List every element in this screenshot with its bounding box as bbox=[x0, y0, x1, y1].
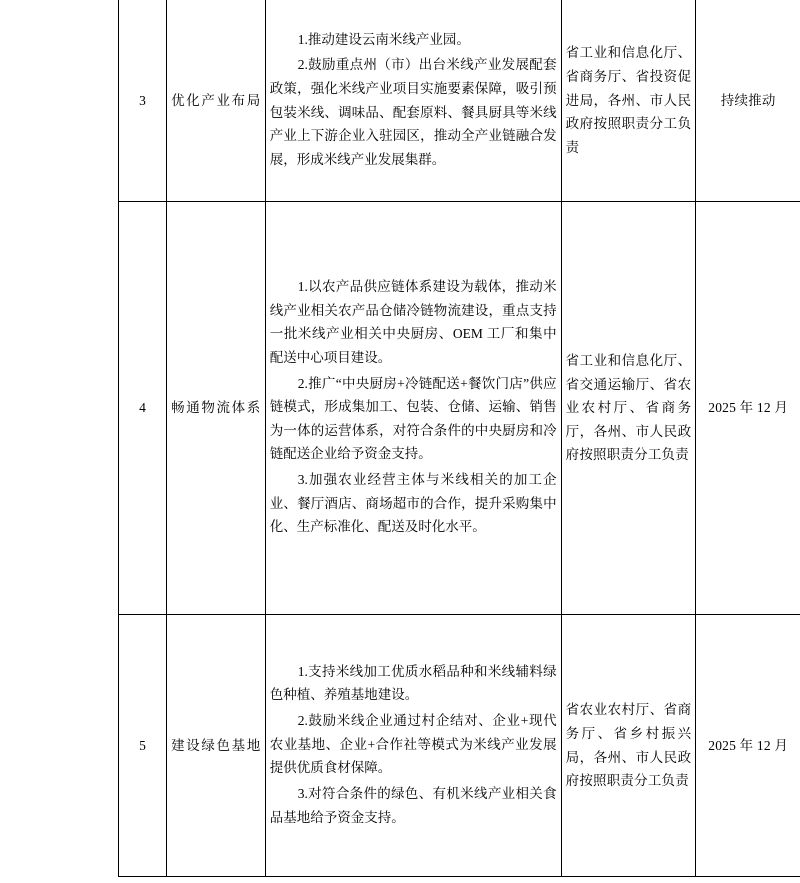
table-row bbox=[119, 202, 800, 615]
row-deadline: 持续推动 bbox=[696, 0, 800, 202]
row-number: 4 bbox=[119, 202, 167, 615]
row-responsible: 省工业和信息化厅、省交通运输厅、省农业农村厅、省商务厅，各州、市人民政府按照职责分工负责 bbox=[561, 202, 696, 615]
measure-item: 3.加强农业经营主体与米线相关的加工企业、餐厅酒店、商场超市的合作，提升采购集中化、生产标准化、配送及时化水平。 bbox=[269, 472, 557, 535]
measure-item: 2.鼓励米线企业通过村企结对、企业+现代农业基地、企业+合作社等模式为米线产业发展提供优质食材保障。 bbox=[269, 713, 557, 776]
row-number: 3 bbox=[119, 0, 167, 202]
measure-item: 2.鼓励重点州（市）出台米线产业发展配套政策，强化米线产业项目实施要素保障，吸引预包装米线、调味品、配套原料、餐具厨具等米线产业上下游企业入驻园区，推动全产业链融合发展，形成米线产业发展集群。 bbox=[269, 57, 557, 167]
measure-item: 2.推广“中央厨房+冷链配送+餐饮门店”供应链模式，形成集加工、包装、仓储、运输、销售为一体的运营体系，对符合条件的中央厨房和冷链配送企业给予资金支持。 bbox=[269, 375, 557, 462]
measure-item: 1.支持米线加工优质水稻品种和米线辅料绿色种植、养殖基地建设。 bbox=[269, 663, 557, 703]
row-number: 5 bbox=[119, 615, 167, 877]
row-responsible: 省农业农村厅、省商务厅、省乡村振兴局，各州、市人民政府按照职责分工负责 bbox=[561, 615, 696, 877]
measure-item: 1.推动建设云南米线产业园。 bbox=[297, 31, 470, 47]
measure-item: 1.以农产品供应链体系建设为载体，推动米线产业相关农产品仓储冷链物流建设，重点支持一批米线产业相关中央厨房、OEM 工厂和集中配送中心项目建设。 bbox=[269, 279, 557, 365]
row-measures bbox=[265, 0, 561, 202]
measure-item: 3.对符合条件的绿色、有机米线产业相关食品基地给予资金支持。 bbox=[269, 785, 557, 825]
task-measures-table bbox=[118, 0, 800, 877]
row-task: 建设绿色基地 bbox=[167, 615, 266, 877]
row-deadline: 2025 年 12 月 bbox=[696, 202, 800, 615]
row-task: 优化产业布局 bbox=[167, 0, 266, 202]
row-task: 畅通物流体系 bbox=[167, 202, 266, 615]
table-row bbox=[119, 615, 800, 877]
table-row bbox=[119, 0, 800, 202]
row-measures bbox=[265, 615, 561, 877]
row-measures bbox=[265, 202, 561, 615]
row-deadline: 2025 年 12 月 bbox=[696, 615, 800, 877]
row-responsible: 省工业和信息化厅、省商务厅、省投资促进局，各州、市人民政府按照职责分工负责 bbox=[561, 0, 696, 202]
